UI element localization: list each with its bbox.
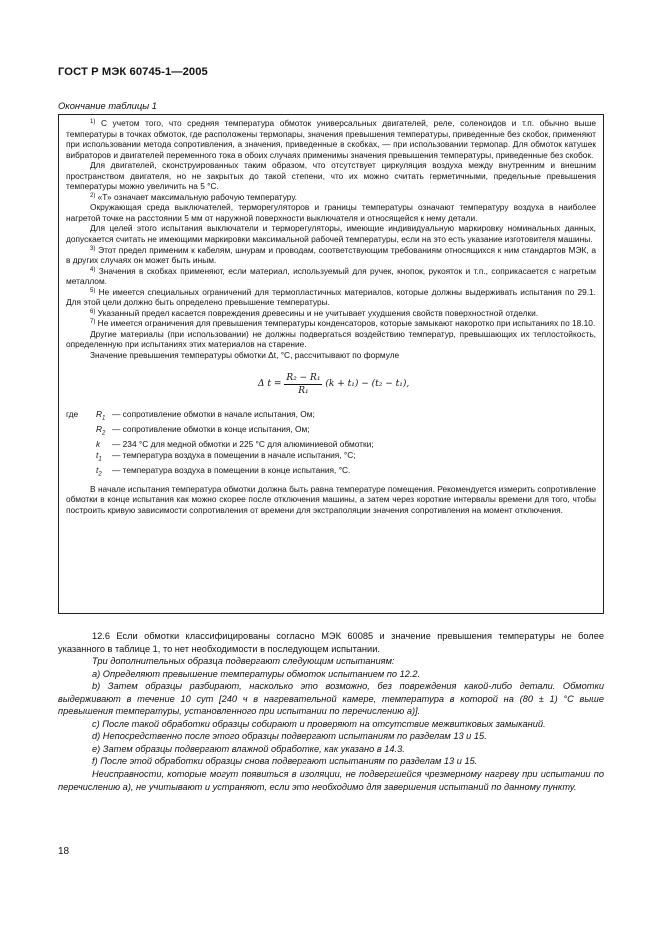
formula-denominator: R₁ [298,386,309,397]
legend-item [66,465,596,480]
legend-symbol: $t_1$ [96,449,102,463]
legend-text: — 234 °С для медной обмотки и 225 °С для алюминиевой обмотки; [112,438,374,449]
page-number: 18 [58,846,70,857]
list-item-f: f) После этой обработки образцы снова подвергают испытаниям по разделам 13 и 15. [92,756,478,767]
legend-item [66,450,596,465]
legend-text: — температура воздуха в помещении в конце испытания, °С. [112,464,351,475]
note-1-cont: Для двигателей, сконструированных таким образом, что отсутствует циркуляция воздуха между внутренним и внешним пространством двигателя, но не закрытых до такой степени, что их можно считать герметичными, предельные превышения температуры можно увеличить на 5 °С. [66,160,596,192]
legend-text: — сопротивление обмотки в начале испытания, Ом; [112,408,315,419]
section-12-6 [58,630,604,793]
note-6: $^{6)}$ Указанный предел касается повреждения древесины и не учитывает ухудшения свойств поверхностной отделки. [90,307,539,318]
note-2: $^{2)}$ «Т» означает максимальную рабочую температуру. [90,191,297,202]
note-7-cont: Другие материалы (при использовании) не должны подвергаться воздействию температур, превышающих их теплостойкость, определенную при испытаниях этих материалов на старение. [66,328,596,350]
note-7: $^{7)}$ Не имеется ограничения для превышения температуры конденсаторов, которые замыкают накоротко при испытаниях по 18.10. [90,318,596,329]
paragraph-final: Неисправности, которые могут появиться в изоляции, не подвергшейся чрезмерному нагреву при испытании по перечислению а), не учитывают и устраняют, если это необходимо для завершения испытаний по данному пункту. [58,769,604,792]
paragraph-tests-intro: Три дополнительных образца подвергают следующим испытаниям: [92,656,395,667]
where-label: где [66,408,79,419]
table-notes [66,118,596,516]
list-item-e: e) Затем образцы подвергают влажной обработке, как указано в 14.3. [92,743,405,754]
note-3: $^{3)}$ Этот предел применим к кабелям, шнурам и проводам, соответствующим требованиям относящихся к ним стандартов МЭК, а в других случаях он может быть иным. [66,244,596,266]
list-item-d: d) Непосредственно после этого образцы подвергают испытаниям по разделам 13 и 15. [92,731,487,742]
legend-item [66,439,596,450]
legend-symbol: k [96,438,101,449]
legend-symbol: $R_1$ [96,408,106,422]
list-item-a: a) Определяют превышение температуры обмоток испытанием по 12.2. [92,668,421,679]
legend-text: — сопротивление обмотки в конце испытания, Ом; [112,423,310,434]
note-2-cont-2: Для целей этого испытания выключатели и терморегуляторы, имеющие индивидуальную маркировку номинальных данных, допускается считать не имеющими маркировки максимальной рабочей температуры, если на это есть указание изготовителя машины. [66,223,596,245]
formula-lhs: Δ t = [258,379,282,390]
note-2-cont-1: Окружающая среда выключателей, терморегуляторов и границы температуры означают температуру воздуха в наиболее нагретой точке на расстоянии 5 мм от наружной поверхности выключателя и относящейся к нему детали. [66,202,596,223]
document-header: ГОСТ Р МЭК 60745-1—2005 [58,66,208,78]
formula-intro: Значение превышения температуры обмотки Δt, °С, рассчитывают по формуле [90,350,400,361]
legend-text: — температура воздуха в помещении в начале испытания, °С; [112,449,356,460]
formula-fraction [284,373,322,397]
paragraph-12-6: 12.6 Если обмотки классифицированы согласно МЭК 60085 и значение превышения температуры не более указанного в таблице 1, то нет необходимости в последующем испытании. [58,631,604,654]
list-item-c: c) После такой обработки образцы собирают и проверяют на отсутствие межвитковых замыканий. [92,718,546,729]
note-1: $^{1)}$ С учетом того, что средняя температура обмоток универсальных двигателей, реле, соленоидов и т.п. обычно выше температуры в точках обмоток, где расположены термопары, значения превышения температуры, приведенные без скобок, применяют при использовании метода сопротивления, а значения, приведенные в скобках, — при использовании термопар. Для обмоток катушек вибраторов и двигателей переменного тока в обоих случаях применимы значения превышения температуры, приведенные без скобок. [66,118,596,160]
formula-legend [66,409,596,480]
table-caption: Окончание таблицы 1 [58,100,157,111]
legend-item [66,409,596,424]
legend-item [66,424,596,439]
legend-symbol: $R_2$ [96,423,106,437]
note-4: $^{4)}$ Значения в скобках применяют, если материал, используемый для ручек, кнопок, рукояток и т.п., соприкасается с нагретым металлом. [66,265,596,287]
temperature-rise-formula [66,361,596,409]
note-5: $^{5)}$ Не имеется специальных ограничений для термопластичных материалов, которые должны выдерживать испытания по 29.1. Для этой цели должно быть определено превышение температуры. [66,286,597,308]
note-final: В начале испытания температура обмотки должна быть равна температуре помещения. Рекомендуется измерить сопротивление обмотки в конце испытания как можно скорее после отключения машины, а затем через короткие интервалы времени для того, чтобы построить кривую зависимости сопротивления от времени для экстраполяции значения сопротивления на момент отключения. [66,483,596,516]
formula-rhs: (k + t₁) − (t₂ − t₁), [325,379,410,390]
formula-numerator: R₂ − R₁ [284,373,322,386]
legend-symbol: $t_2$ [96,464,102,478]
list-item-b: b) Затем образцы разбирают, насколько это возможно, без повреждения какой-либо детали. Обмотки выдерживают в течение 10 сут [240 ч в нагревательной камере, температура в которой на (80 ± 1) °С выше превышения температуры, установленного при испытании по перечислению а)]. [58,681,604,717]
